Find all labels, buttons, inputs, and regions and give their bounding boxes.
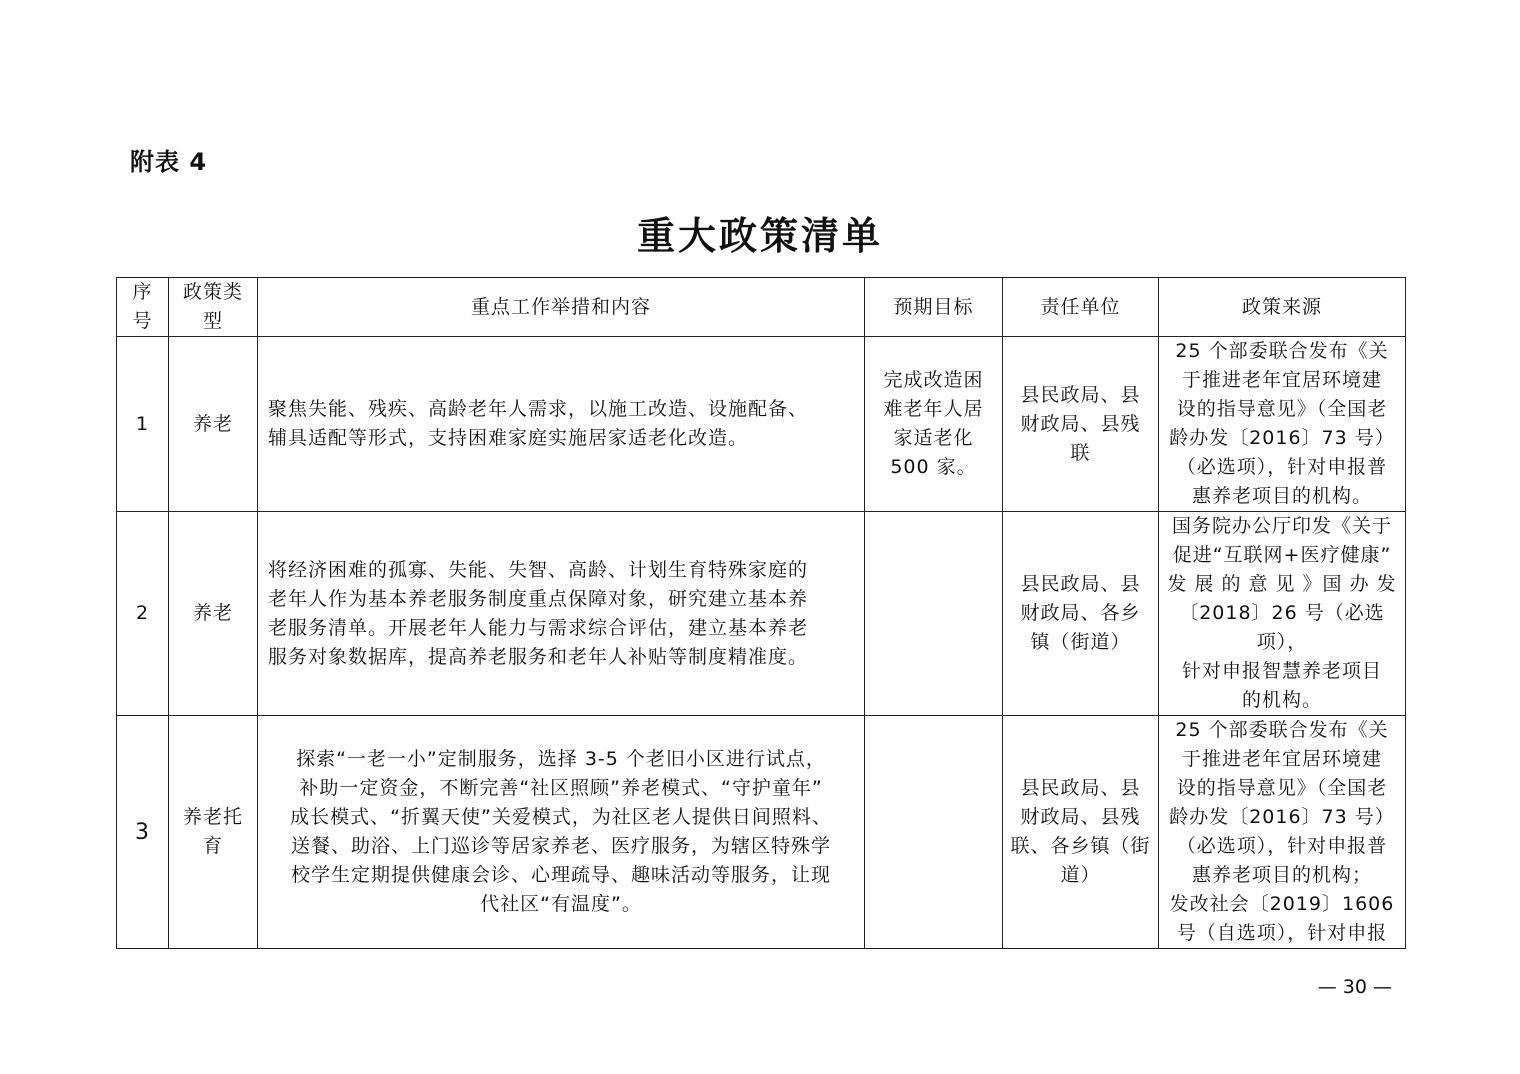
cell-type: 养老 — [169, 337, 258, 512]
cell-source: 25 个部委联合发布《关 于推进老年宜居环境建 设的指导意见》（全国老 龄办发〔2016〕73 号） （必选项），针对申报普 惠养老项目的机构。 — [1159, 337, 1406, 512]
table-header-row — [117, 278, 1406, 337]
cell-seq: 3 — [117, 716, 169, 949]
annex-label: 附表 4 — [130, 148, 208, 176]
table-row — [117, 716, 1406, 949]
header-seq: 序 号 — [117, 278, 169, 337]
cell-seq: 2 — [117, 512, 169, 716]
document-title: 重大政策清单 — [636, 213, 883, 258]
cell-content: 聚焦失能、残疾、高龄老年人需求，以施工改造、设施配备、 辅具适配等形式，支持困难家庭实施居家适老化改造。 — [258, 337, 865, 512]
cell-unit: 县民政局、县 财政局、县残 联 — [1003, 337, 1159, 512]
header-unit: 责任单位 — [1003, 278, 1159, 337]
header-source: 政策来源 — [1159, 278, 1406, 337]
table-row — [117, 337, 1406, 512]
page-number: — 30 — — [1317, 976, 1392, 998]
cell-unit: 县民政局、县 财政局、县残 联、各乡镇（街 道） — [1003, 716, 1159, 949]
cell-goal — [865, 512, 1003, 716]
cell-type: 养老 — [169, 512, 258, 716]
cell-content: 探索“一老一小”定制服务，选择 3-5 个老旧小区进行试点， 补助一定资金，不断完善“社区照顾”养老模式、“守护童年” 成长模式、“折翼天使”关爱模式，为社区老人提供日间照料、 送餐、助浴、上门巡诊等居家养老、医疗服务，为辖区特殊学 校学生定期提供健康会诊、心理疏导、趣味活动等服务，让现 代社区“有温度”。 — [258, 716, 865, 949]
header-type: 政策类 型 — [169, 278, 258, 337]
cell-type: 养老托 育 — [169, 716, 258, 949]
cell-source: 25 个部委联合发布《关 于推进老年宜居环境建 设的指导意见》（全国老 龄办发〔2016〕73 号） （必选项），针对申报普 惠养老项目的机构； 发改社会〔2019〕1606 号（自选项），针对申报 — [1159, 716, 1406, 949]
cell-goal: 完成改造困 难老年人居 家适老化 500 家。 — [865, 337, 1003, 512]
header-content: 重点工作举措和内容 — [258, 278, 865, 337]
cell-source: 国务院办公厅印发《关于 促进“互联网+医疗健康” 发 展 的 意 见 》国 办 发 〔2018〕26 号（必选项）， 针对申报智慧养老项目 的机构。 — [1159, 512, 1406, 716]
header-goal: 预期目标 — [865, 278, 1003, 337]
cell-seq: 1 — [117, 337, 169, 512]
cell-unit: 县民政局、县 财政局、各乡 镇（街道） — [1003, 512, 1159, 716]
cell-content: 将经济困难的孤寡、失能、失智、高龄、计划生育特殊家庭的 老年人作为基本养老服务制度重点保障对象，研究建立基本养 老服务清单。开展老年人能力与需求综合评估，建立基本养老 服务对象数据库，提高养老服务和老年人补贴等制度精准度。 — [258, 512, 865, 716]
table-row — [117, 512, 1406, 716]
cell-goal — [865, 716, 1003, 949]
policy-table — [116, 277, 1406, 949]
